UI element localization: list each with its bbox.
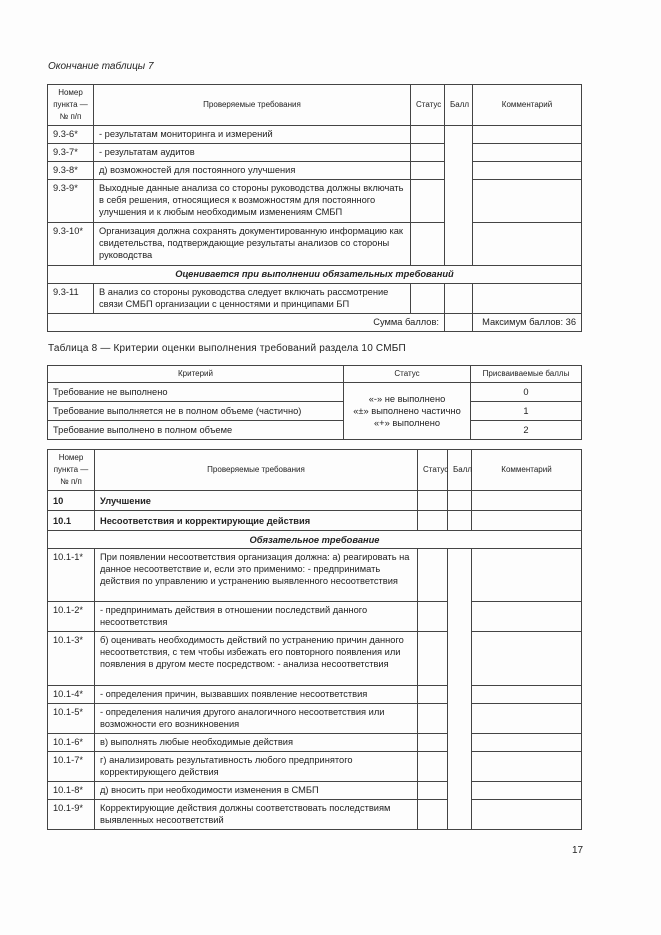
table-row [48, 180, 582, 223]
table-row [48, 383, 582, 402]
comment-cell[interactable] [472, 734, 582, 752]
max-score-label: Максимум баллов: 36 [473, 314, 582, 332]
row-number: 10.1-9* [48, 800, 95, 830]
table-row [48, 752, 582, 782]
col-header-comment: Комментарий [472, 450, 582, 491]
table-row [48, 704, 582, 734]
row-text: Организация должна сохранять документированную информацию как свидетельства, подтверждающие результаты анализов со стороны руководства [94, 223, 411, 266]
row-number: 10.1-7* [48, 752, 95, 782]
status-cell[interactable] [418, 800, 448, 830]
table-row [48, 800, 582, 830]
row-text: При появлении несоответствия организация должна: а) реагировать на данное несоответствие и, если это применимо: - предпринимать действия по управлению и устранению выявленного несоответствия [95, 549, 418, 602]
col-header-requirements: Проверяемые требования [95, 450, 418, 491]
table-row [48, 549, 582, 602]
table-row [48, 421, 582, 440]
criterion-text: Требование выполнено в полном объеме [48, 421, 344, 440]
table-row [48, 782, 582, 800]
table-row [48, 284, 582, 314]
comment-cell[interactable] [472, 602, 582, 632]
comment-cell[interactable] [473, 180, 582, 223]
table-row [48, 223, 582, 266]
status-cell[interactable] [411, 162, 445, 180]
status-cell[interactable] [418, 734, 448, 752]
table-row [48, 734, 582, 752]
status-cell[interactable] [418, 782, 448, 800]
status-cell[interactable] [418, 752, 448, 782]
col-header-score: Балл [445, 85, 473, 126]
table8-requirements [47, 449, 582, 830]
comment-cell[interactable] [472, 752, 582, 782]
comment-cell[interactable] [472, 549, 582, 602]
col-header-score: Балл [448, 450, 472, 491]
comment-cell[interactable] [473, 126, 582, 144]
col-header-number: Номер пункта — № п/п [48, 450, 95, 491]
row-text: - предпринимать действия в отношении последствий данного несоответствия [95, 602, 418, 632]
criterion-text: Требование выполняется не в полном объеме (частично) [48, 402, 344, 421]
table-row [48, 602, 582, 632]
table8-caption: Таблица 8 — Критерии оценки выполнения требований раздела 10 СМБП [48, 343, 406, 354]
row-number: 10.1-6* [48, 734, 95, 752]
status-legend-item: «±» выполнено частично [353, 406, 461, 416]
row-number: 10.1-3* [48, 632, 95, 686]
row-text: - результатам аудитов [94, 144, 411, 162]
col-header-criterion: Критерий [48, 366, 344, 383]
status-legend-item: «-» не выполнено [368, 394, 446, 404]
status-cell[interactable] [411, 126, 445, 144]
status-cell[interactable] [411, 223, 445, 266]
comment-cell[interactable] [472, 632, 582, 686]
status-cell[interactable] [418, 704, 448, 734]
table-row [48, 686, 582, 704]
status-cell[interactable] [418, 549, 448, 602]
row-number: 10.1-8* [48, 782, 95, 800]
comment-cell[interactable] [473, 144, 582, 162]
row-number: 10.1-5* [48, 704, 95, 734]
col-header-points: Присваиваемые баллы [471, 366, 582, 383]
row-text: Выходные данные анализа со стороны руководства должны включать в себя решения, относящиеся к возможностям для постоянного улучшения и к любым необходимым изменениям СМБП [94, 180, 411, 223]
row-text: д) возможностей для постоянного улучшения [94, 162, 411, 180]
row-text: - определения наличия другого аналогичного несоответствия или возможности его возникновения [95, 704, 418, 734]
comment-cell[interactable] [473, 223, 582, 266]
row-number: 9.3-9* [48, 180, 94, 223]
row-text: - определения причин, вызвавших появление несоответствия [95, 686, 418, 704]
section-number: 10 [48, 491, 95, 511]
sum-label: Сумма баллов: [48, 314, 445, 332]
table8-criteria [47, 365, 582, 440]
sum-value-cell[interactable] [445, 314, 473, 332]
points-value: 1 [471, 402, 582, 421]
comment-cell[interactable] [472, 704, 582, 734]
points-value: 2 [471, 421, 582, 440]
status-legend-item: «+» выполнено [373, 418, 440, 428]
status-cell[interactable] [411, 180, 445, 223]
row-number: 10.1-4* [48, 686, 95, 704]
status-cell[interactable] [411, 284, 445, 314]
table-row [48, 632, 582, 686]
col-header-requirements: Проверяемые требования [94, 85, 411, 126]
status-legend [344, 383, 471, 440]
comment-cell[interactable] [473, 162, 582, 180]
section-title: Несоответствия и корректирующие действия [95, 511, 418, 531]
row-text: д) вносить при необходимости изменения в СМБП [95, 782, 418, 800]
col-header-status: Статус [418, 450, 448, 491]
table7-continuation [47, 84, 582, 332]
comment-cell[interactable] [472, 800, 582, 830]
section-title: Улучшение [95, 491, 418, 511]
status-cell[interactable] [418, 632, 448, 686]
section-heading-mandatory: Обязательное требование [48, 531, 582, 549]
points-value: 0 [471, 383, 582, 402]
row-number: 9.3-11 [48, 284, 94, 314]
page-number: 17 [572, 845, 584, 856]
col-header-number: Номер пункта — № п/п [48, 85, 94, 126]
comment-cell[interactable] [472, 782, 582, 800]
row-text: б) оценивать необходимость действий по устранению причин данного несоответствия, с тем чтобы избежать его повторного появления или появления в другом месте посредством: - анализа несоответствия [95, 632, 418, 686]
row-text: в) выполнять любые необходимые действия [95, 734, 418, 752]
table-row [48, 126, 582, 144]
comment-cell[interactable] [473, 284, 582, 314]
comment-cell[interactable] [472, 686, 582, 704]
status-cell[interactable] [418, 602, 448, 632]
section-heading-mandatory: Оценивается при выполнении обязательных требований [48, 266, 582, 284]
section-number: 10.1 [48, 511, 95, 531]
row-number: 9.3-7* [48, 144, 94, 162]
col-header-status: Статус [411, 85, 445, 126]
row-number: 10.1-1* [48, 549, 95, 602]
table-row [48, 162, 582, 180]
row-text: г) анализировать результативность любого предпринятого корректирующего действия [95, 752, 418, 782]
row-number: 9.3-10* [48, 223, 94, 266]
score-cell[interactable] [448, 549, 472, 830]
score-cell[interactable] [445, 126, 473, 266]
col-header-status: Статус [344, 366, 471, 383]
row-number: 9.3-8* [48, 162, 94, 180]
row-text: - результатам мониторинга и измерений [94, 126, 411, 144]
status-cell[interactable] [418, 686, 448, 704]
score-cell[interactable] [445, 284, 473, 314]
table-row [48, 144, 582, 162]
row-text: В анализ со стороны руководства следует включать рассмотрение связи СМБП организации с ценностями и принципами БП [94, 284, 411, 314]
status-cell[interactable] [411, 144, 445, 162]
table7-caption: Окончание таблицы 7 [48, 61, 154, 72]
row-number: 10.1-2* [48, 602, 95, 632]
row-number: 9.3-6* [48, 126, 94, 144]
table-row [48, 402, 582, 421]
row-text: Корректирующие действия должны соответствовать последствиям выявленных несоответствий [95, 800, 418, 830]
col-header-comment: Комментарий [473, 85, 582, 126]
criterion-text: Требование не выполнено [48, 383, 344, 402]
